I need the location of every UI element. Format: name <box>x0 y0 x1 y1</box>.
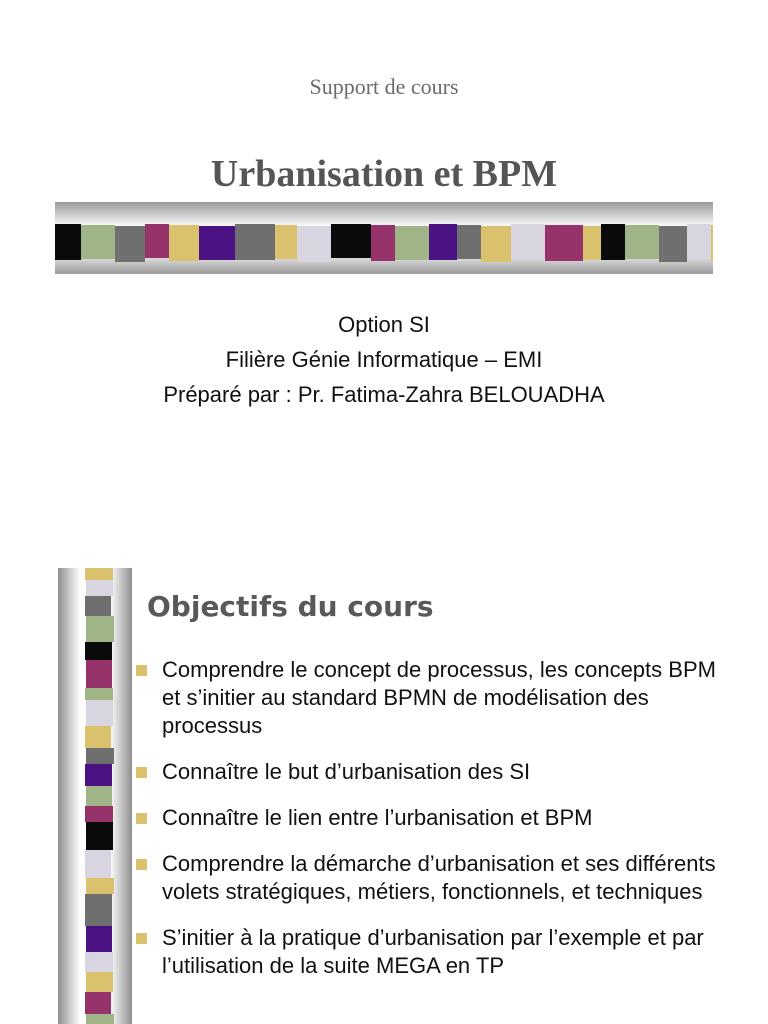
band-block <box>429 224 457 260</box>
strip-block <box>86 580 113 596</box>
band-block <box>297 226 331 262</box>
strip-block <box>86 660 112 688</box>
band-block <box>371 225 395 261</box>
strip-block <box>85 764 112 786</box>
subtitle-option: Option SI <box>338 312 430 337</box>
objectives-heading: Objectifs du cours <box>147 590 434 623</box>
strip-block <box>86 926 112 952</box>
list-item-text: Connaître le but d’urbanisation des SI <box>162 759 531 784</box>
decorative-color-band <box>55 202 713 274</box>
list-item <box>136 758 736 786</box>
strip-block <box>85 726 111 748</box>
strip-block <box>85 568 113 580</box>
band-block <box>601 224 625 260</box>
strip-block <box>85 992 111 1014</box>
support-label: Support de cours <box>309 74 459 99</box>
square-bullet-icon <box>136 767 147 778</box>
square-bullet-icon <box>136 933 147 944</box>
list-item <box>136 656 736 740</box>
band-block <box>145 224 169 258</box>
list-item-text: Comprendre la démarche d’urbanisation et ses différents volets stratégiques, métiers, fonctionnels, et techniques <box>162 851 716 904</box>
band-block <box>481 226 511 262</box>
band-block <box>711 225 713 261</box>
strip-block <box>85 642 112 660</box>
strip-block <box>85 850 111 878</box>
band-block <box>659 226 687 262</box>
square-bullet-icon <box>136 665 147 676</box>
band-block <box>395 226 429 260</box>
band-block <box>275 225 297 259</box>
strip-block <box>85 894 112 926</box>
band-block <box>235 224 275 260</box>
page-title: Urbanisation et BPM <box>210 153 558 195</box>
list-item <box>136 804 736 832</box>
band-block <box>625 225 659 259</box>
list-item <box>136 924 736 980</box>
list-item-text: Comprendre le concept de processus, les concepts BPM et s’initier au standard BPMN de modélisation des processus <box>162 657 716 738</box>
strip-block <box>86 748 114 764</box>
list-item <box>136 850 736 906</box>
band-block <box>583 226 601 260</box>
strip-block <box>85 596 111 616</box>
strip-block <box>85 952 113 972</box>
list-item-text: S’initier à la pratique d’urbanisation par l’exemple et par l’utilisation de la suite MEGA en TP <box>162 925 704 978</box>
square-bullet-icon <box>136 859 147 870</box>
strip-block <box>85 806 113 822</box>
band-block <box>199 226 235 260</box>
band-block <box>457 225 481 259</box>
objectives-list <box>136 656 736 998</box>
band-block <box>169 225 199 261</box>
square-bullet-icon <box>136 813 147 824</box>
strip-block <box>86 1014 114 1024</box>
strip-block <box>86 972 113 992</box>
band-block <box>687 224 711 258</box>
band-block <box>511 224 545 258</box>
subtitle-author: Préparé par : Pr. Fatima-Zahra BELOUADHA <box>163 382 605 407</box>
band-block <box>81 225 115 259</box>
band-block <box>115 226 145 262</box>
strip-block <box>86 616 114 642</box>
decorative-vertical-strip <box>58 568 132 1024</box>
list-item-text: Connaître le lien entre l’urbanisation et BPM <box>162 805 593 830</box>
strip-block <box>86 878 114 894</box>
band-block <box>545 225 583 261</box>
band-block <box>331 224 371 258</box>
strip-block <box>85 688 113 700</box>
strip-block <box>86 700 113 726</box>
strip-block <box>86 822 113 850</box>
subtitle-filiere: Filière Génie Informatique – EMI <box>225 347 543 372</box>
strip-block <box>86 786 112 806</box>
band-block <box>55 224 81 260</box>
